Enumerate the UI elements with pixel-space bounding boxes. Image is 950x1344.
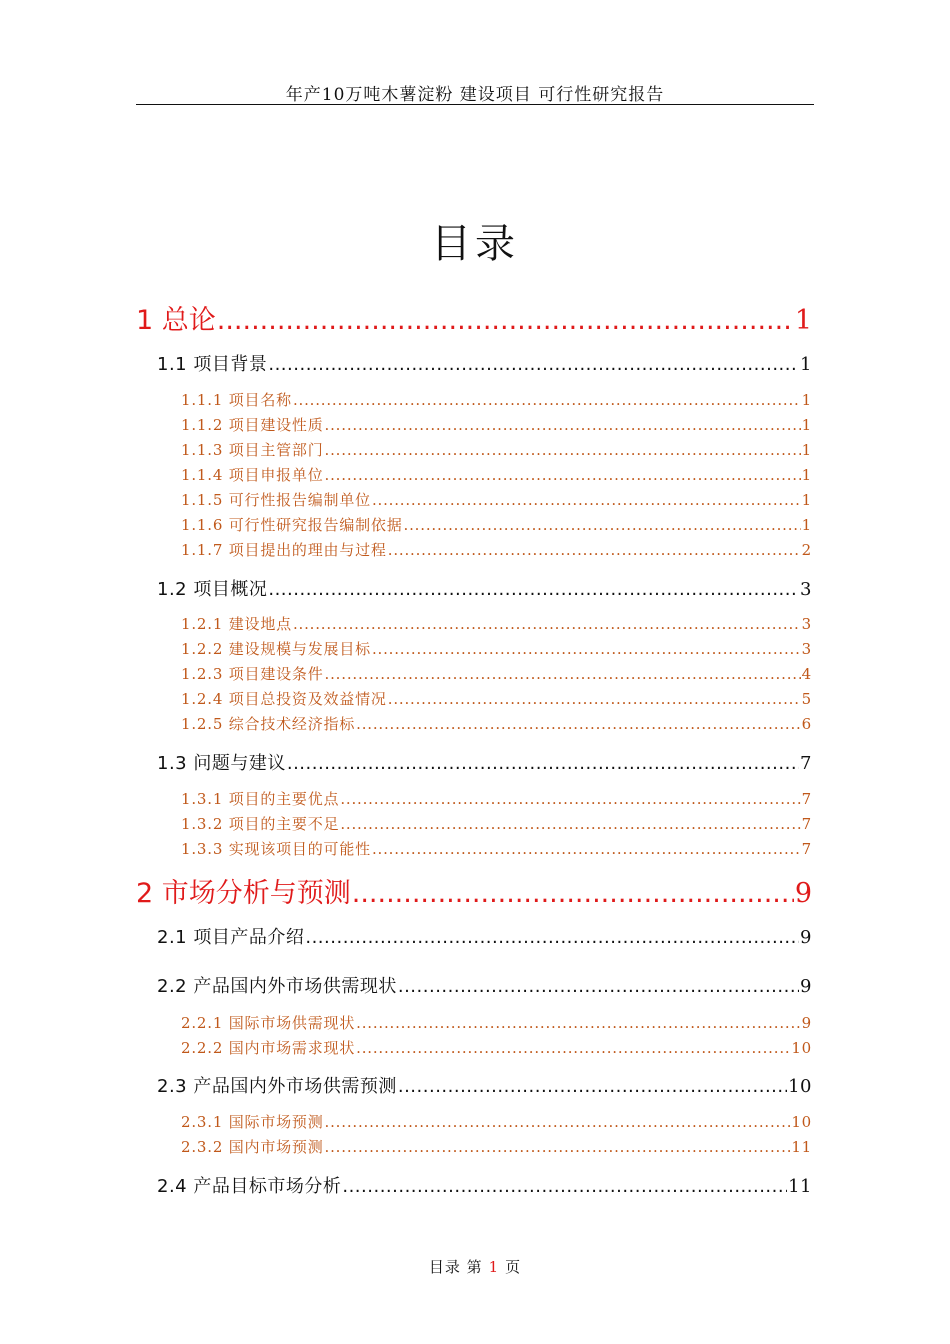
toc-entry-page: 4 (801, 665, 812, 683)
toc-entry-page: 1 (801, 441, 812, 459)
toc-entry-label: 1.2.2 建设规模与发展目标 (181, 640, 371, 658)
toc-entry-label: 1.2.5 综合技术经济指标 (181, 715, 356, 733)
toc-entry-level2[interactable] (157, 350, 812, 376)
toc-entry-level2[interactable] (157, 1072, 812, 1098)
toc-entry-page: 9 (801, 1014, 812, 1032)
toc-entry-label: 2.4 产品目标市场分析 (157, 1176, 342, 1197)
footer-page-number: 1 (488, 1258, 500, 1276)
toc-entry-label: 1.2.3 项目建设条件 (181, 665, 324, 683)
toc-entry-label: 2 市场分析与预测 (136, 878, 351, 909)
toc-entry-level3[interactable] (181, 813, 812, 834)
toc-dot-leader (325, 1113, 791, 1131)
toc-entry-label: 1.1.2 项目建设性质 (181, 416, 324, 434)
toc-entry-level3[interactable] (181, 663, 812, 684)
toc-dot-leader (305, 927, 799, 948)
toc-dot-leader (372, 491, 801, 509)
toc-entry-level3[interactable] (181, 439, 812, 460)
toc-dot-leader (388, 541, 801, 559)
toc-entry-page: 10 (791, 1113, 812, 1131)
toc-entry-page: 7 (800, 753, 812, 774)
toc-entry-label: 1.3.3 实现该项目的可能性 (181, 840, 371, 858)
toc-entry-page: 7 (801, 790, 812, 808)
toc-entry-level1[interactable] (136, 298, 812, 337)
toc-dot-leader (268, 354, 799, 375)
toc-dot-leader (325, 416, 801, 434)
toc-entry-page: 1 (801, 516, 812, 534)
toc-entry-level3[interactable] (181, 1012, 812, 1033)
toc-dot-leader (287, 753, 799, 774)
toc-dot-leader (325, 665, 801, 683)
toc-entry-label: 1.2.1 建设地点 (181, 615, 292, 633)
toc-dot-leader (372, 840, 801, 858)
toc-entry-label: 2.3 产品国内外市场供需预测 (157, 1076, 397, 1097)
toc-entry-label: 1.1.6 可行性研究报告编制依据 (181, 516, 403, 534)
toc-entry-label: 1.1.5 可行性报告编制单位 (181, 491, 371, 509)
toc-entry-level3[interactable] (181, 688, 812, 709)
toc-entry-page: 7 (801, 840, 812, 858)
page-title: 目录 (431, 221, 519, 267)
toc-entry-label: 2.2.2 国内市场需求现状 (181, 1039, 356, 1057)
toc-entry-page: 10 (791, 1039, 812, 1057)
toc-entry-label: 2.2.1 国际市场供需现状 (181, 1014, 356, 1032)
toc-entry-label: 2.1 项目产品介绍 (157, 927, 305, 948)
toc-entry-level2[interactable] (157, 1172, 812, 1198)
toc-entry-page: 1 (794, 305, 812, 336)
toc-entry-page: 11 (788, 1176, 812, 1197)
toc-entry-page: 7 (801, 815, 812, 833)
toc-entry-page: 1 (800, 354, 812, 375)
toc-dot-leader (356, 1039, 790, 1057)
toc-entry-label: 1.1.1 项目名称 (181, 391, 292, 409)
toc-dot-leader (217, 305, 794, 336)
toc-entry-label: 2.2 产品国内外市场供需现状 (157, 976, 397, 997)
toc-entry-level3[interactable] (181, 464, 812, 485)
toc-entry-label: 1 总论 (136, 305, 216, 336)
toc-dot-leader (388, 690, 801, 708)
toc-entry-level3[interactable] (181, 389, 812, 410)
toc-entry-level1[interactable] (136, 871, 812, 910)
toc-entry-level3[interactable] (181, 638, 812, 659)
toc-entry-level3[interactable] (181, 514, 812, 535)
toc-dot-leader (356, 1014, 801, 1032)
toc-entry-level3[interactable] (181, 1037, 812, 1058)
toc-entry-page: 1 (801, 466, 812, 484)
toc-entry-label: 1.3 问题与建议 (157, 753, 286, 774)
toc-dot-leader (372, 640, 801, 658)
toc-entry-page: 9 (800, 976, 812, 997)
toc-entry-level3[interactable] (181, 838, 812, 859)
toc-entry-page: 3 (801, 615, 812, 633)
toc-dot-leader (268, 579, 799, 600)
toc-entry-page: 6 (801, 715, 812, 733)
toc-dot-leader (352, 878, 794, 909)
page-footer (0, 1256, 950, 1277)
toc-entry-level3[interactable] (181, 1111, 812, 1132)
toc-entry-level2[interactable] (157, 749, 812, 775)
toc-entry-level3[interactable] (181, 539, 812, 560)
toc-entry-level3[interactable] (181, 489, 812, 510)
toc-dot-leader (293, 615, 801, 633)
toc-entry-label: 1.3.1 项目的主要优点 (181, 790, 340, 808)
running-header: 年产10万吨木薯淀粉 建设项目 可行性研究报告 (285, 85, 665, 105)
footer-suffix: 页 (505, 1258, 522, 1276)
toc-entry-label: 1.3.2 项目的主要不足 (181, 815, 340, 833)
toc-entry-page: 11 (791, 1138, 812, 1156)
toc-entry-page: 3 (801, 640, 812, 658)
toc-entry-level2[interactable] (157, 972, 812, 998)
toc-entry-level3[interactable] (181, 1136, 812, 1157)
toc-dot-leader (325, 1138, 791, 1156)
toc-entry-label: 1.1.7 项目提出的理由与过程 (181, 541, 387, 559)
toc-dot-leader (342, 1176, 787, 1197)
toc-dot-leader (398, 976, 799, 997)
toc-entry-page: 9 (800, 927, 812, 948)
toc-entry-level3[interactable] (181, 713, 812, 734)
toc-entry-page: 10 (788, 1076, 812, 1097)
footer-prefix: 目录 第 (428, 1258, 483, 1276)
toc-entry-level3[interactable] (181, 788, 812, 809)
toc-entry-label: 1.1.4 项目申报单位 (181, 466, 324, 484)
toc-entry-level3[interactable] (181, 613, 812, 634)
toc-entry-label: 1.2 项目概况 (157, 579, 268, 600)
toc-entry-label: 1.1.3 项目主管部门 (181, 441, 324, 459)
toc-entry-page: 1 (801, 391, 812, 409)
toc-entry-label: 2.3.2 国内市场预测 (181, 1138, 324, 1156)
toc-entry-page: 9 (794, 878, 812, 909)
toc-entry-label: 2.3.1 国际市场预测 (181, 1113, 324, 1131)
toc-entry-page: 5 (801, 690, 812, 708)
toc-dot-leader (356, 715, 801, 733)
toc-entry-level2[interactable] (157, 923, 812, 949)
toc-dot-leader (293, 391, 801, 409)
toc-dot-leader (325, 466, 801, 484)
toc-dot-leader (340, 790, 800, 808)
toc-entry-page: 2 (801, 541, 812, 559)
toc-dot-leader (325, 441, 801, 459)
toc-entry-level2[interactable] (157, 575, 812, 601)
toc-dot-leader (404, 516, 801, 534)
toc-dot-leader (398, 1076, 787, 1097)
toc-entry-page: 1 (801, 416, 812, 434)
toc-entry-label: 1.1 项目背景 (157, 354, 268, 375)
toc-entry-page: 1 (801, 491, 812, 509)
toc-dot-leader (340, 815, 800, 833)
toc-entry-level3[interactable] (181, 414, 812, 435)
toc-entry-label: 1.2.4 项目总投资及效益情况 (181, 690, 387, 708)
toc-entry-page: 3 (800, 579, 812, 600)
